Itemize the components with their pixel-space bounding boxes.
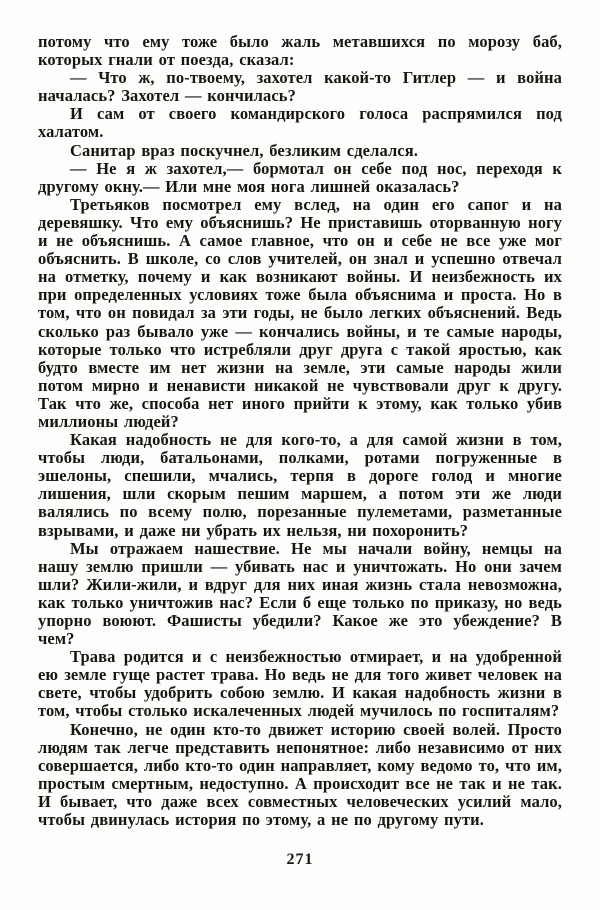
paragraph: Третьяков посмотрел ему вслед, на один его сапог и на деревяшку. Что ему объяснишь? Не приставишь оторванную ногу и не объяснишь. А самое главное, что он и себе не все уже мог объяснить. В школе, со слов учителей, он знал и успешно отвечал на отметку, почему и как возникают войны. И неизбежность их при определенных условиях тоже была объяснима и проста. Но в том, что он повидал за эти годы, не было легких объяснений. Ведь сколько раз бывало уже — кончались войны, и те самые народы, которые только что истребляли друг друга с такой яростью, как будто вместе им нет жизни на земле, эти самые народы жили потом мирно и ненависти никакой не чувствовали друг к другу. Так что же, способа нет иного прийти к этому, как только убив миллионы людей? [38,194,562,431]
page-number: 271 [286,851,314,868]
paragraph: потому что ему тоже было жаль метавшихся по морозу баб, которых гнали от поезда, сказал: [38,32,562,70]
paragraph: Конечно, не один кто-то движет историю своей волей. Просто людям так легче представить непонятное: либо независимо от них совершается, либо кто-то один направляет, кому ведомо то, что им, простым смертным, недоступно. А происходит все не так и не так. И бывает, что даже всех совместных человеческих усилий мало, чтобы двинулась история по этому, а не по другому пути. [38,719,562,830]
paragraph: — Не я ж захотел,— бормотал он себе под нос, переходя к другому окну.— Или мне моя нога лишней оказалась? [38,158,562,196]
paragraph: И сам от своего командирского голоса распрямился под халатом. [38,104,562,142]
paragraph: Трава родится и с неизбежностью отмирает, и на удобренной ею земле гуще растет трава. Но ведь не для того живет человек на свете, чтобы удобрить собою землю. И какая надобность жизни в том, чтобы столько искалеченных людей мучилось по госпиталям? [38,647,562,721]
paragraph: — Что ж, по-твоему, захотел какой-то Гитлер — и война началась? Захотел — кончилась? [38,68,562,106]
paragraph: Санитар враз поскучнел, безликим сделался. [70,140,418,160]
text-block [38,33,562,829]
paragraph: Мы отражаем нашествие. Не мы начали войну, немцы на нашу землю пришли — убивать нас и уничтожать. Но они зачем шли? Жили-жили, и вдруг для них иная жизнь стала невозможна, как только уничтожив нас? Если б еще только по приказу, но ведь упорно воюют. Фашисты убедили? Какое же это убеждение? В чем? [38,538,562,649]
paragraph: Какая надобность не для кого-то, а для самой жизни в том, чтобы люди, батальонами, полками, ротами погруженные в эшелоны, спешили, мчались, терпя в дороге голод и многие лишения, шли скорым пешим маршем, а потом эти же люди валялись по всему полю, порезанные пулеметами, разметанные взрывами, и даже ни убрать их нельзя, ни похоронить? [38,430,562,540]
